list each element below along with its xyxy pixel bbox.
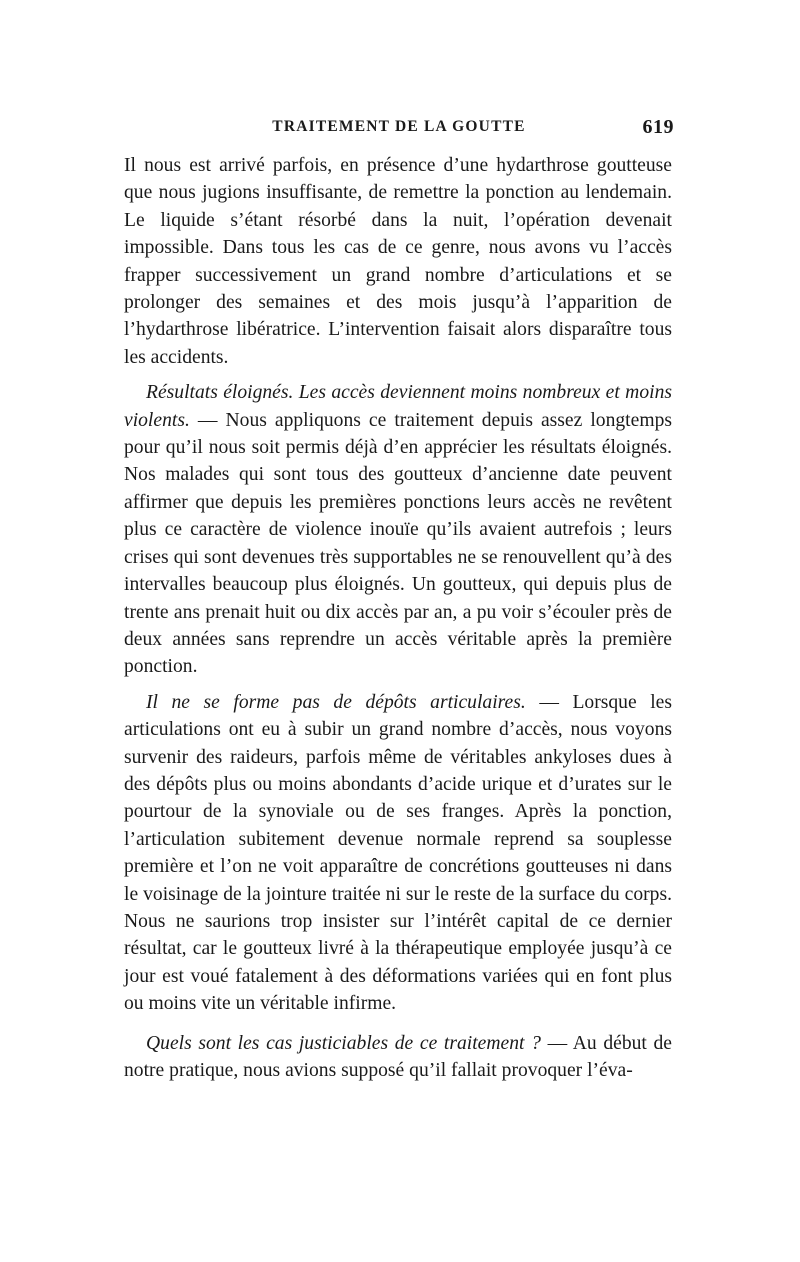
body-text bbox=[124, 152, 672, 1084]
paragraph-text: — Lorsque les articulations ont eu à subir un grand nombre d’accès, nous voyons survenir des raideurs, parfois même de véritables ankyloses dues à des dépôts plus ou moins abondants d’acide urique et d’urates sur le pourtour de la synoviale ou de ses franges. Après la ponction, l’articulation subitement devenue normale reprend sa souplesse première et l’on ne voit apparaître de concrétions goutteuses ni dans le voisinage de la jointure traitée ni sur le reste de la surface du corps. Nous ne saurions trop insister sur l’intérêt capital de ce dernier résultat, car le goutteux livré à la thérapeutique employée jusqu’à ce jour est voué fatalement à des déformations variées qui en font plus ou moins vite un véritable infirme. bbox=[124, 691, 672, 1015]
section-subheading: Quels sont les cas justiciables de ce traitement ? bbox=[146, 1032, 541, 1054]
paragraph-depots-articulaires bbox=[124, 689, 672, 1018]
paragraph-hydarthrose bbox=[124, 152, 672, 371]
section-subheading: Résultats éloignés. Les accès deviennent moins nombreux et moins violents. bbox=[124, 382, 672, 431]
running-head bbox=[124, 118, 674, 144]
paragraph-cas-justiciables bbox=[124, 1030, 672, 1085]
page-number: 619 bbox=[642, 116, 674, 138]
paragraph-text: Il nous est arrivé parfois, en présence d’une hydarthrose goutteuse que nous jugions insuffisante, de remettre la ponction au lendemain. Le liquide s’étant résorbé dans la nuit, l’opération devenait impossible. Dans tous les cas de ce genre, nous avons vu l’accès frapper successivement un grand nombre d’articulations et se prolonger des semaines et des mois jusqu’à l’apparition de l’hydarthrose libératrice. L’intervention faisait alors disparaître tous les accidents. bbox=[124, 155, 672, 368]
paragraph-text: — Au début de notre pratique, nous avions supposé qu’il fallait provoquer l’éva- bbox=[124, 1032, 673, 1081]
paragraph-text: — Nous appliquons ce traitement depuis assez longtemps pour qu’il nous soit permis déjà d’en apprécier les résultats éloignés. Nos malades qui sont tous des goutteux d’ancienne date peuvent affirmer que depuis les premières ponctions leurs accès ne revêtent plus ce caractère de violence inouïe qu’ils avaient autrefois ; leurs crises qui sont devenues très supportables ne se renouvellent qu’à des intervalles beaucoup plus éloignés. Un goutteux, qui depuis plus de trente ans prenait huit ou dix accès par an, a pu voir s’écouler près de deux années sans reprendre un accès véritable après la première ponction. bbox=[124, 409, 672, 678]
running-title: TRAITEMENT DE LA GOUTTE bbox=[272, 118, 526, 135]
section-subheading: Il ne se forme pas de dépôts articulaires. bbox=[146, 691, 526, 713]
paragraph-resultats-eloignes bbox=[124, 379, 672, 680]
